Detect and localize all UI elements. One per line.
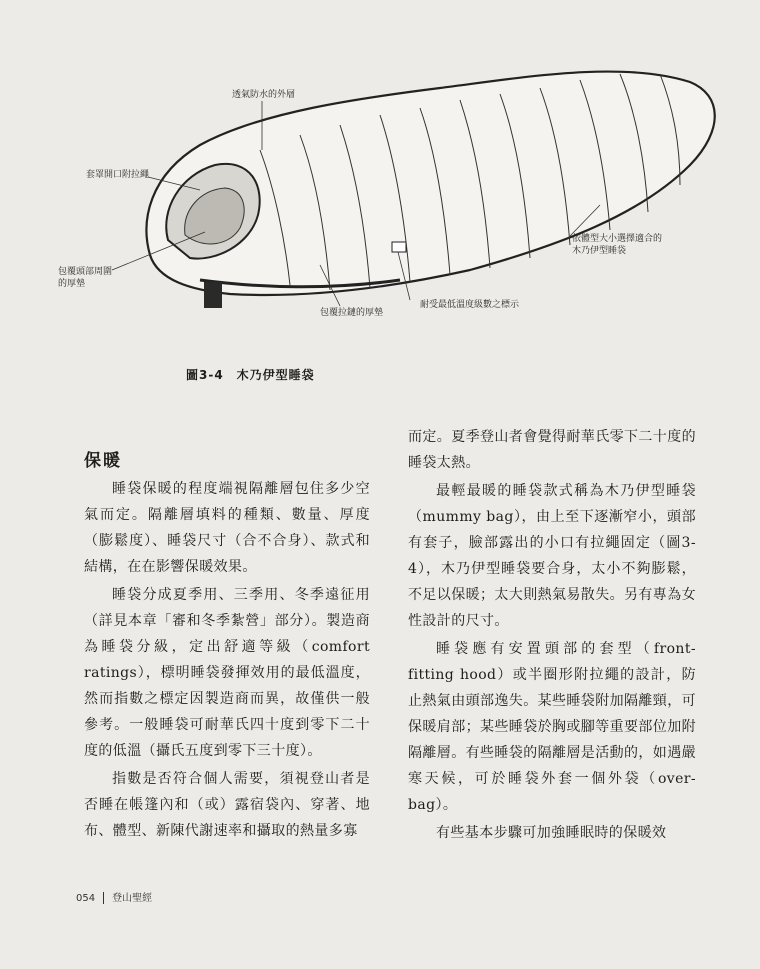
- paragraph: 而定。夏季登山者會覺得耐華氏零下二十度的睡袋太熱。: [408, 429, 696, 471]
- label-outer-shell: 透氣防水的外層: [232, 90, 296, 100]
- section-heading: 保暖: [84, 451, 122, 471]
- label-head-padding: [58, 266, 112, 290]
- left-text-column: [84, 476, 370, 846]
- label-head-padding-line1: 包覆頭部周圍: [58, 267, 113, 277]
- label-temp-rating: 耐受最低溫度級數之標示: [420, 300, 520, 310]
- label-size-line1: 依體型大小選擇適合的: [572, 234, 663, 244]
- label-size-selection: [572, 233, 662, 257]
- right-text-column: [408, 424, 696, 848]
- label-hood-drawcord: 套罩開口附拉繩: [86, 170, 150, 180]
- label-head-padding-line2: 的厚墊: [58, 279, 86, 289]
- footer-divider: [103, 892, 104, 904]
- label-zipper-baffle: 包覆拉鏈的厚墊: [320, 308, 384, 318]
- paragraph: 最輕最暖的睡袋款式稱為木乃伊型睡袋（mummy bag），由上至下逐漸窄小，頭部有套子，臉部露出的小口有拉繩固定（圖3-4），木乃伊型睡袋要合身，太小不夠膨鬆，不足以保暖；太大則熱氣易散失。另有專為女性設計的尺寸。: [408, 483, 696, 629]
- page-footer: [76, 889, 152, 904]
- book-title: 登山聖經: [112, 893, 153, 904]
- paragraph: 睡袋應有安置頭部的套型（front-fitting hood）或半圈形附拉繩的設計，防止熱氣由頭部逸失。某些睡袋附加隔離頸，可保暖肩部；某些睡袋於胸或腳等重要部位加附隔離層。有些睡袋的隔離層是活動的，如遇嚴寒天候，可於睡袋外套一個外袋（over-bag）。: [408, 641, 696, 813]
- label-size-line2: 木乃伊型睡袋: [572, 246, 627, 256]
- figure-caption: 圖3-4 木乃伊型睡袋: [186, 368, 315, 382]
- paragraph: 有些基本步驟可加強睡眠時的保暖效: [436, 825, 667, 841]
- page-number: 054: [76, 893, 96, 904]
- paragraph: 睡袋保暖的程度端視隔離層包住多少空氣而定。隔離層填料的種類、數量、厚度（膨鬆度）、睡袋尺寸（合不合身）、款式和結構，在在影響保暖效果。: [84, 481, 370, 575]
- paragraph: 睡袋分成夏季用、三季用、冬季遠征用（詳見本章「審和冬季紮營」部分）。製造商為睡袋分級，定出舒適等級（comfort ratings），標明睡袋發揮效用的最低溫度，然而指數之標定因製造商而異，故僅供一般參考。一般睡袋可耐華氏四十度到零下二十度的低溫（攝氏五度到零下三十度）。: [84, 587, 370, 759]
- paragraph: 指數是否符合個人需要，須視登山者是否睡在帳篷內和（或）露宿袋內、穿著、地布、體型、新陳代謝速率和攝取的熱量多寡: [84, 771, 370, 839]
